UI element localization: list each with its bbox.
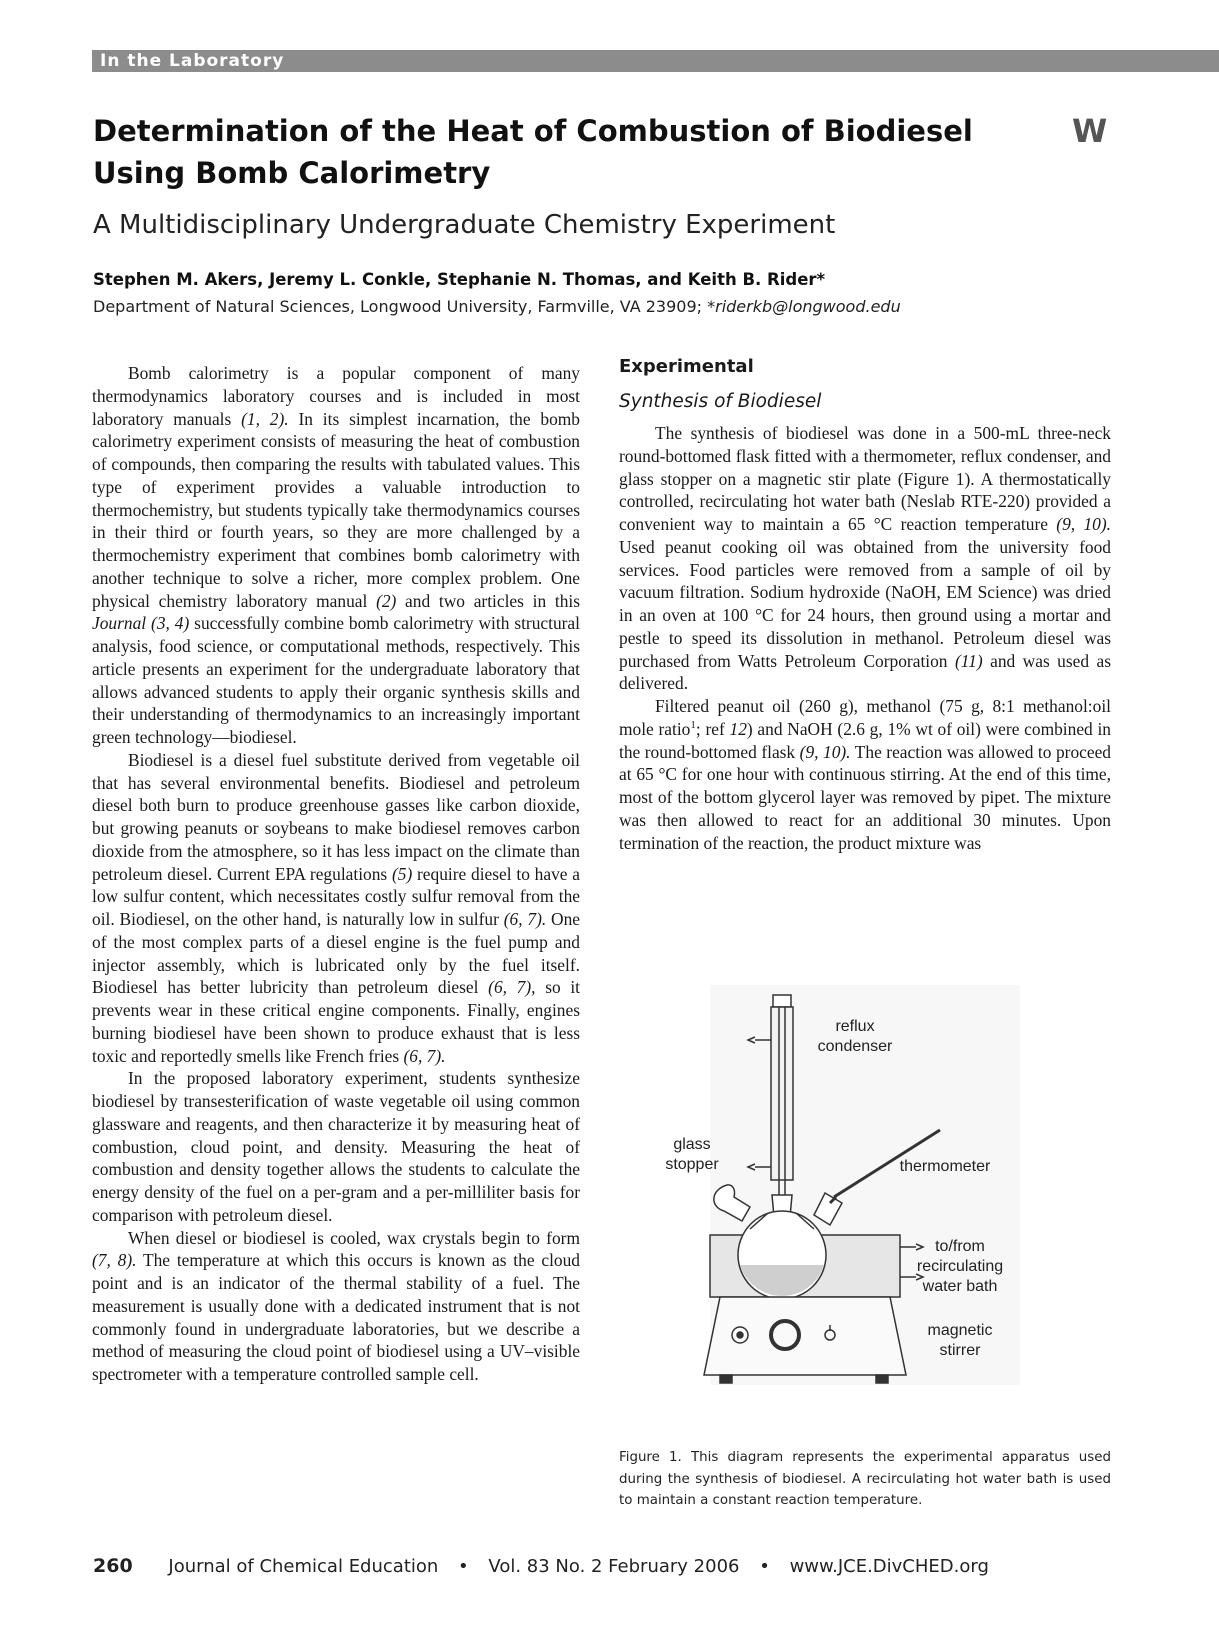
author-email-link[interactable]: *riderkb@longwood.edu xyxy=(707,297,901,316)
body-text: and two articles in this xyxy=(396,590,580,611)
journal-title: Journal of Chemical Education xyxy=(168,1556,439,1577)
paragraph xyxy=(619,422,1111,695)
issue-info: Vol. 83 No. 2 February 2006 xyxy=(488,1556,740,1577)
body-text: The reaction was allowed to proceed at 65 °C for one hour with continuous stirring. At the end of this time, most of the bottom glycerol layer was removed by pipet. The mixture was then allowed to react for an additional 30 minutes. Upon termination of the reaction, the product mixture was xyxy=(619,741,1112,853)
body-text: Bomb calorimetry is a popular component of many thermodynamics laboratory courses and is included in most laboratory manuals xyxy=(92,363,580,429)
section-heading: Experimental xyxy=(619,356,754,377)
footer-separator: • xyxy=(458,1556,469,1577)
citation-link[interactable]: (2) xyxy=(376,590,397,611)
body-text: When diesel or biodiesel is cooled, wax crystals begin to form xyxy=(128,1227,580,1248)
section-header-bar: In the Laboratory xyxy=(92,50,1219,72)
label-thermometer: thermometer xyxy=(899,1158,991,1175)
body-text: ; ref xyxy=(695,718,730,739)
apparatus-figure xyxy=(665,985,1050,1435)
citation-link[interactable]: (11) xyxy=(954,650,983,671)
label-water-bath: to/from recirculating water bath xyxy=(916,1238,1004,1295)
citation-link[interactable]: (6, 7), xyxy=(488,977,536,998)
left-column xyxy=(92,362,580,1386)
page-footer xyxy=(93,1555,989,1577)
body-text: The temperature at which this occurs is known as the cloud point and is an indicator of the thermal stability of a fuel. The measurement is usually done with a dedicated instrument that is not commonly found in undergraduate laboratories, but we describe a method of measuring the cloud point of biodiesel using a UV–visible spectrometer with a temperature controlled sample cell. xyxy=(92,1250,580,1384)
right-column xyxy=(619,356,1111,854)
body-text: One of the most complex parts of a diesel engine is the fuel pump and injector assembly, which is lubricated only by the fuel itself. Biodiesel has better lubricity than petroleum diesel xyxy=(92,909,580,998)
citation-link[interactable]: (9, 10). xyxy=(1056,514,1111,534)
author-list: Stephen M. Akers, Jeremy L. Conkle, Stephanie N. Thomas, and Keith B. Rider* xyxy=(93,270,826,289)
journal-name: Journal xyxy=(92,613,147,634)
footnote-marker[interactable]: 1 xyxy=(690,718,696,731)
paragraph xyxy=(92,749,580,1068)
journal-url-link[interactable]: www.JCE.DivCHED.org xyxy=(789,1556,989,1577)
article-subtitle: A Multidisciplinary Undergraduate Chemistry Experiment xyxy=(93,210,836,240)
affiliation-text: Department of Natural Sciences, Longwood University, Farmville, VA 23909; xyxy=(93,297,708,316)
subsection-heading: Synthesis of Biodiesel xyxy=(619,391,822,412)
paragraph: In the proposed laboratory experiment, students synthesize biodiesel by transesterification of waste vegetable oil using common glassware and reagents, and then characterize it by measuring heat of combustion, cloud point, and density. Measuring the heat of combustion and density together allows the students to calculate the energy density of the fuel on a per-gram and a per-milliliter basis for comparison with petroleum diesel. xyxy=(92,1068,580,1225)
body-text: Biodiesel is a diesel fuel substitute derived from vegetable oil that has several environmental benefits. Biodiesel and petroleum diesel both burn to produce greenhouse gasses like carbon dioxide, but growing peanuts or soybeans to make biodiesel removes carbon dioxide from the atmosphere, so it has less impact on the climate than petroleum diesel. Current EPA regulations xyxy=(92,749,580,884)
condenser-jacket-icon xyxy=(771,1007,793,1180)
magnetic-stirrer-icon xyxy=(704,1297,906,1375)
paragraph xyxy=(92,1227,580,1386)
figure-caption: Figure 1. This diagram represents the experimental apparatus used during the synthesis of biodiesel. A recirculating hot water bath is used to maintain a constant reaction temperature. xyxy=(619,1450,1111,1508)
label-magnetic-stirrer: magnetic stirrer xyxy=(927,1322,993,1359)
article-title xyxy=(93,110,993,194)
body-text: The synthesis of biodiesel was done in a 500-mL three-neck round-bottomed flask fitted with a thermometer, reflux condenser, and glass stopper on a magnetic stir plate (Figure 1). A thermostatically controlled, recirculating hot water bath (Neslab RTE-220) provided a convenient way to maintain a 65 °C reaction temperature xyxy=(619,423,1111,534)
paragraph xyxy=(619,695,1111,854)
body-text: Filtered peanut oil (260 g), methanol (75 g, 8:1 methanol:oil mole ratio xyxy=(619,696,1111,739)
label-reflux-condenser: reflux condenser xyxy=(817,1018,893,1055)
body-text: so it prevents wear in these critical engine components. Finally, engines burning biodiesel have been shown to produce exhaust that is less toxic and reportedly smells like French fries xyxy=(92,977,580,1066)
author-affiliation xyxy=(93,297,901,316)
citation-link[interactable]: (1, 2). xyxy=(241,408,289,429)
condenser-top-icon xyxy=(773,995,791,1007)
citation-link[interactable]: 12 xyxy=(729,718,747,739)
article-title-line1: Determination of the Heat of Combustion of Biodiesel xyxy=(93,114,973,148)
citation-link[interactable]: (7, 8). xyxy=(92,1250,137,1271)
web-material-icon: W xyxy=(1072,112,1103,150)
paragraph xyxy=(92,362,580,749)
body-text: In its simplest incarnation, the bomb calorimetry experiment consists of measuring the heat of combustion of compounds, then comparing the results with tabulated values. This type of experiment provides a valuable introduction to thermochemistry, but students typically take thermodynamics courses in their third or fourth years, so they are more challenged by a thermochemistry experiment that combines bomb calorimetry with another technique to solve a richer, more complex problem. One physical chemistry laboratory manual xyxy=(92,408,580,611)
citation-link[interactable]: (6, 7). xyxy=(403,1045,446,1066)
body-text: ) and NaOH (2.6 g, 1% wt of oil) were combined in the round-bottomed flask xyxy=(619,718,1111,762)
citation-link[interactable]: (6, 7). xyxy=(503,909,547,929)
body-text: and was used as delivered. xyxy=(619,650,1111,694)
article-title-line2: Using Bomb Calorimetry xyxy=(93,156,491,190)
page-number: 260 xyxy=(93,1555,133,1577)
body-text: successfully combine bomb calorimetry with structural analysis, food science, or computational methods, respectively. This article presents an experiment for the undergraduate laboratory that allows advanced students to apply their organic synthesis skills and their understanding of thermodynamics to an increasingly important green technology—biodiesel. xyxy=(92,613,580,747)
body-text: require diesel to have a low sulfur content, which necessitates costly sulfur removal from the oil. Biodiesel, on the other hand, is naturally low in sulfur xyxy=(92,863,580,929)
body-text: Used peanut cooking oil was obtained from the university food services. Food particles were removed from a sample of oil by vacuum filtration. Sodium hydroxide (NaOH, EM Science) was dried in an oven at 100 °C for 24 hours, then ground using a mortar and pestle to speed its dissolution in methanol. Petroleum diesel was purchased from Watts Petroleum Corporation xyxy=(619,536,1111,671)
citation-link[interactable]: (5) xyxy=(391,863,413,884)
label-glass-stopper: glass stopper xyxy=(665,1136,719,1173)
citation-link[interactable]: (3, 4) xyxy=(146,613,190,634)
footer-separator: • xyxy=(759,1556,770,1577)
citation-link[interactable]: (9, 10). xyxy=(799,741,851,762)
